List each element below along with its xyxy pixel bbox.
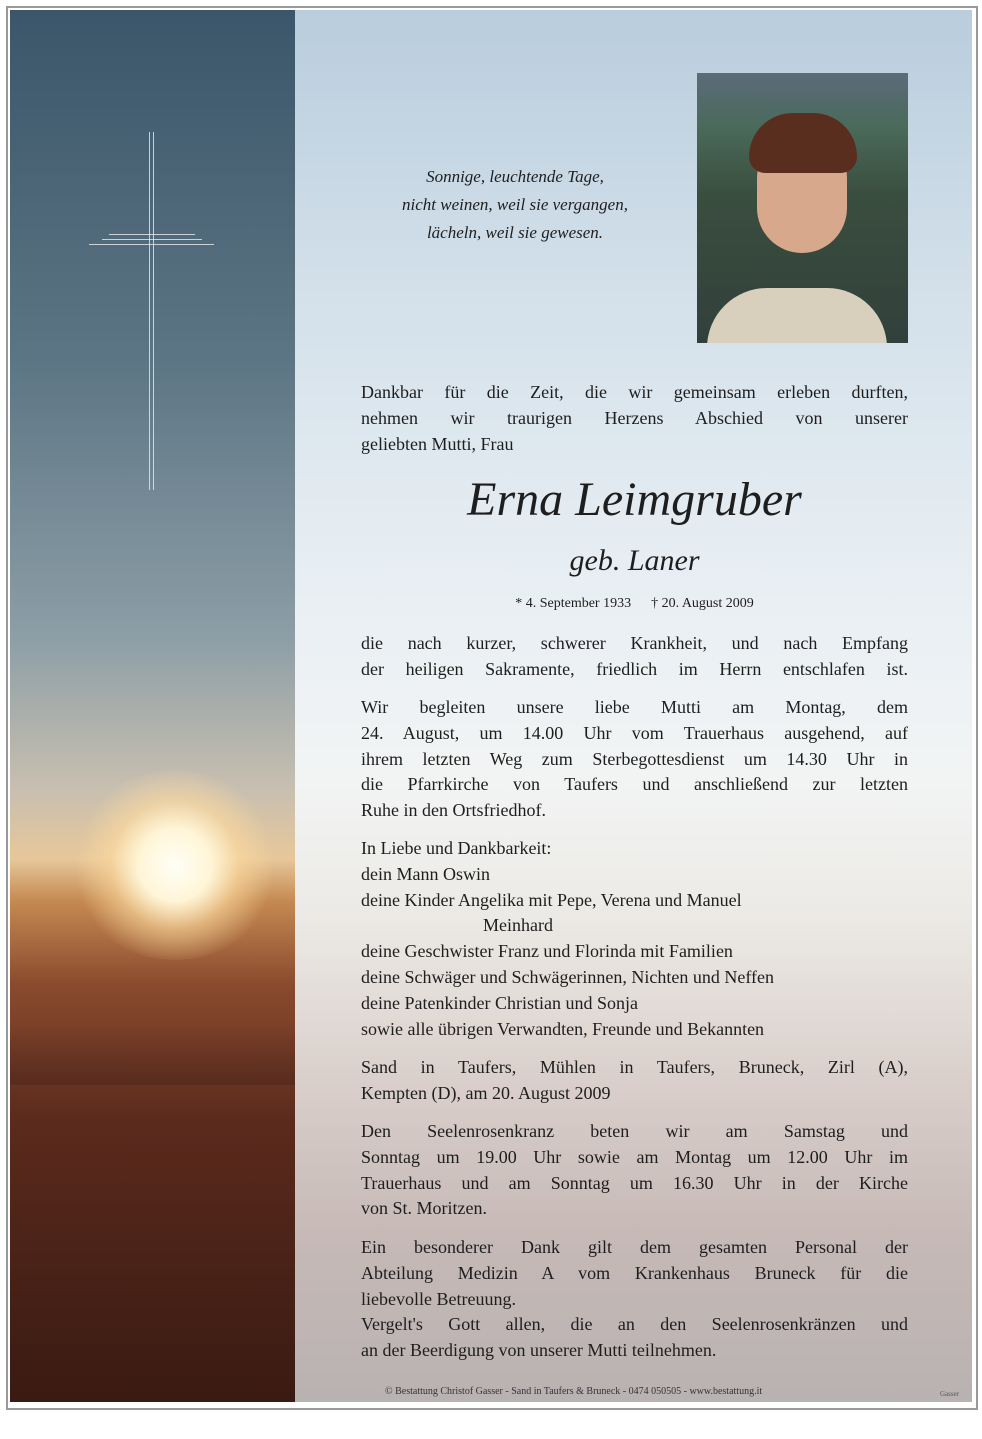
poem-quote — [370, 163, 660, 247]
text-line: deine Geschwister Franz und Florinda mit Familien — [361, 941, 733, 962]
thanks-paragraph — [361, 1235, 908, 1364]
funeral-paragraph — [361, 695, 908, 824]
text-line: Abteilung Medizin A vom Krankenhaus Bruneck für die — [361, 1262, 908, 1283]
text-line: der heiligen Sakramente, friedlich im Herrn entschlafen ist. — [361, 658, 908, 679]
text-line: 24. August, um 14.00 Uhr vom Trauerhaus ausgehend, auf — [361, 722, 908, 743]
text-line: Kempten (D), am 20. August 2009 — [361, 1082, 611, 1103]
text-line: Trauerhaus und am Sonntag um 16.30 Uhr in der Kirche — [361, 1172, 908, 1193]
text-line: ihrem letzten Weg zum Sterbegottesdienst um 14.30 Uhr in — [361, 748, 908, 769]
text-line: die Pfarrkirche von Taufers und anschließend zur letzten — [361, 774, 908, 795]
mourners-list — [361, 836, 908, 1042]
text-line: die nach kurzer, schwerer Krankheit, und nach Empfang — [361, 633, 908, 653]
text-line: Sand in Taufers, Mühlen in Taufers, Bruneck, Zirl (A), — [361, 1057, 908, 1077]
signature: Gasser — [940, 1390, 960, 1398]
footer-credit: © Bestattung Christof Gasser - Sand in Taufers & Bruneck - 0474 050505 - www.bestattung.it — [385, 1386, 763, 1397]
text-line: Ein besonderer Dank gilt dem gesamten Personal der — [361, 1237, 908, 1257]
text-line: an der Beerdigung von unserer Mutti teilnehmen. — [361, 1340, 717, 1361]
text-line: Den Seelenrosenkranz beten wir am Samstag und — [361, 1121, 908, 1141]
rosary-paragraph — [361, 1119, 908, 1222]
text-line: geliebten Mutti, Frau — [361, 433, 514, 454]
quote-line: nicht weinen, weil sie vergangen, — [402, 195, 628, 214]
deceased-name: Erna Leimgruber — [467, 473, 802, 526]
text-line: liebevolle Betreuung. — [361, 1288, 516, 1309]
quote-line: Sonnige, leuchtende Tage, — [426, 167, 604, 186]
portrait-photo — [697, 73, 908, 343]
quote-line: lächeln, weil sie gewesen. — [426, 223, 604, 242]
passing-paragraph — [361, 631, 908, 683]
text-line: Vergelt's Gott allen, die an den Seelenrosenkränzen und — [361, 1314, 908, 1335]
life-dates — [361, 596, 908, 612]
text-line: Wir begleiten unsere liebe Mutti am Montag, dem — [361, 697, 908, 717]
text-line: In Liebe und Dankbarkeit: — [361, 838, 552, 858]
text-line: Meinhard — [483, 915, 553, 936]
text-line: deine Patenkinder Christian und Sonja — [361, 992, 638, 1013]
text-line: deine Kinder Angelika mit Pepe, Verena und Manuel — [361, 889, 742, 910]
text-line: nehmen wir traurigen Herzens Abschied von unserer — [361, 407, 908, 428]
sunset-image-panel — [10, 10, 295, 1402]
text-line: dein Mann Oswin — [361, 863, 490, 884]
text-line: Sonntag um 19.00 Uhr sowie am Montag um 12.00 Uhr im — [361, 1146, 908, 1167]
death-date: † 20. August 2009 — [651, 596, 754, 611]
maiden-name: geb. Laner — [569, 544, 700, 577]
text-line: deine Schwäger und Schwägerinnen, Nichten und Neffen — [361, 966, 775, 987]
place-date-paragraph — [361, 1055, 908, 1107]
text-line: Dankbar für die Zeit, die wir gemeinsam erleben durften, — [361, 382, 908, 402]
mountain-ridge — [10, 1025, 295, 1085]
birth-date: * 4. September 1933 — [515, 596, 632, 611]
text-line: sowie alle übrigen Verwandten, Freunde und Bekannten — [361, 1018, 765, 1039]
text-line: von St. Moritzen. — [361, 1198, 487, 1219]
intro-paragraph — [361, 380, 908, 457]
sun-glow — [70, 770, 280, 960]
text-line: Ruhe in den Ortsfriedhof. — [361, 800, 546, 821]
